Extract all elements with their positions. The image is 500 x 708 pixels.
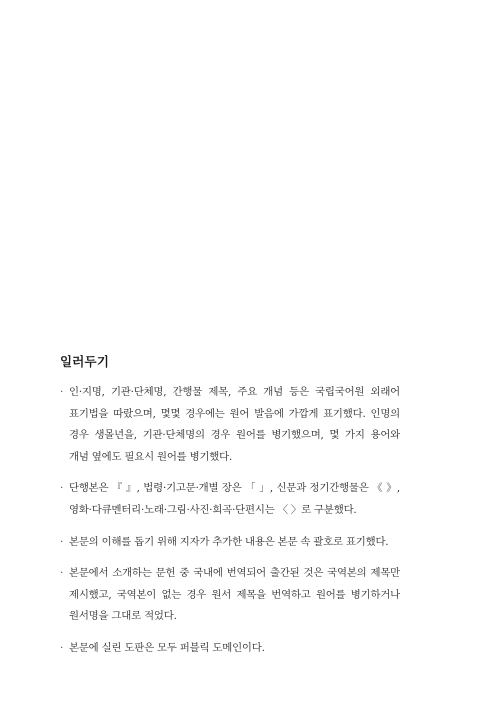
bullet-marker: · <box>60 535 64 548</box>
note-text: 본문에서 소개하는 문헌 중 국내에 번역되어 출간된 것은 국역본의 제목만 제시했고, 국역본이 없는 경우 원서 제목을 번역하고 원어를 병기하거나 원서명을 그대로 적었다. <box>69 567 400 623</box>
note-item-translations <box>60 563 400 628</box>
notes-title: 일러두기 <box>60 354 110 369</box>
bullet-marker: · <box>60 641 64 654</box>
note-text: 본문의 이해를 돕기 위해 지자가 추가한 내용은 본문 속 괄호로 표기했다. <box>69 535 389 548</box>
bullet-marker: · <box>60 386 64 398</box>
note-text: 단행본은 『 』, 법령·기고문·개별 장은 「 」, 신문과 정기간행물은 《 》, 영화·다큐멘터리·노래·그림·사진·희곡·단편시는 〈 〉로 구분했다. <box>69 482 400 516</box>
note-text: 인·지명, 기관·단체명, 간행물 제목, 주요 개념 등은 국립국어원 외래어 표기법을 따랐으며, 몇몇 경우에는 원어 발음에 가깝게 표기했다. 인명의 경우 생몰년을, 기관·단체명의 경우 원어를 병기했으며, 몇 가지 용어와 개념 옆에도 필요시 원어를 병기했다. <box>69 386 400 463</box>
note-text: 본문에 실린 도판은 모두 퍼블릭 도메인이다. <box>69 641 265 654</box>
note-item-transcription <box>60 382 400 468</box>
note-item-author-additions <box>60 532 400 554</box>
editorial-notes <box>60 352 400 670</box>
bullet-marker: · <box>60 482 64 495</box>
note-item-punctuation <box>60 478 400 521</box>
notes-list <box>60 382 400 660</box>
note-item-public-domain <box>60 638 400 660</box>
bullet-marker: · <box>60 567 64 580</box>
